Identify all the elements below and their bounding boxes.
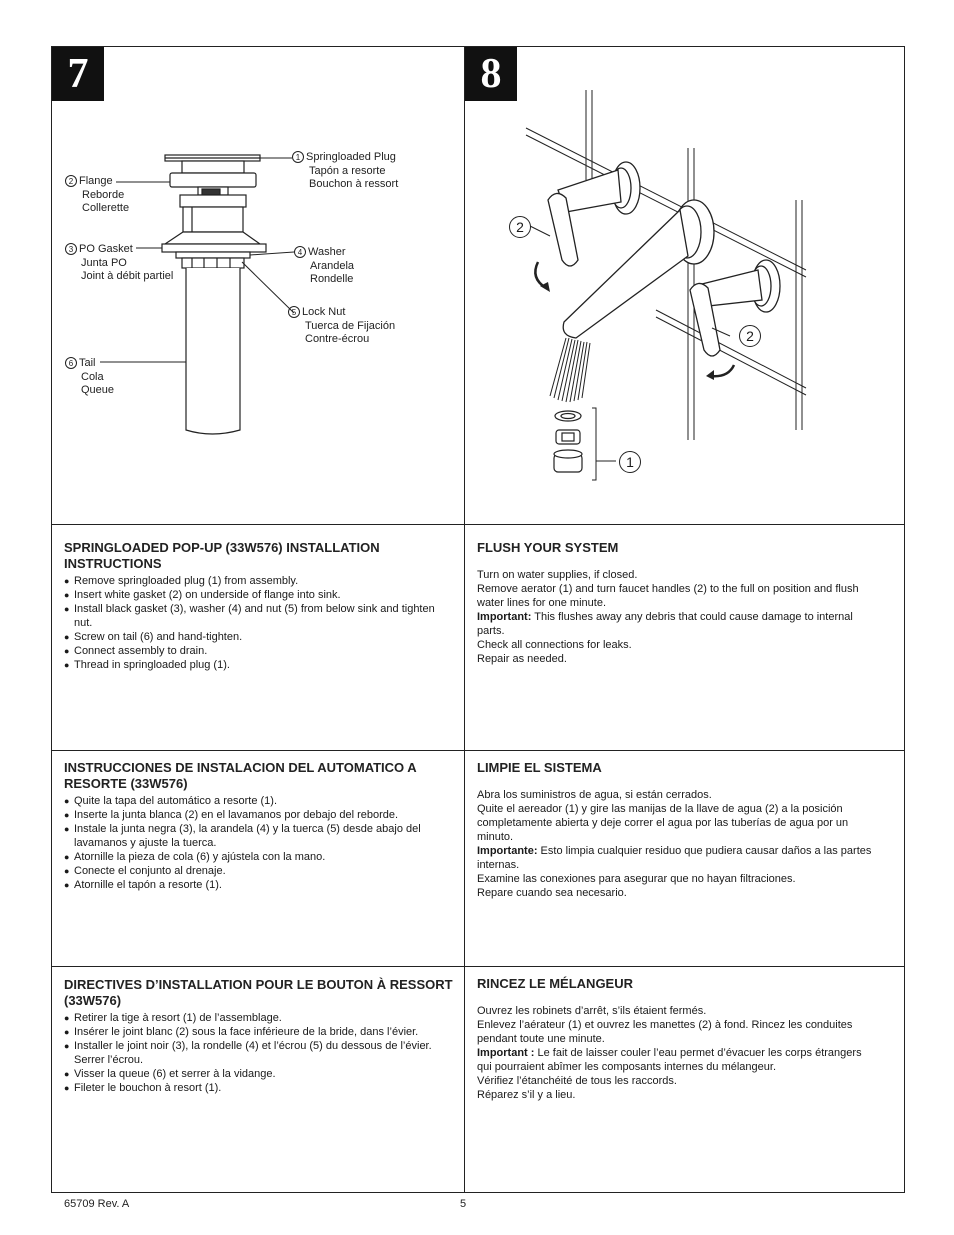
row-divider <box>51 966 905 967</box>
list-item: ● Screw on tail (6) and hand-tighten. <box>64 630 454 644</box>
instruction-list <box>64 574 454 672</box>
instruction-list <box>64 794 454 892</box>
paragraph: Abra los suministros de agua, si están cerrados. <box>477 789 712 801</box>
paragraph: Remove aerator (1) and turn faucet handles (2) to the full on position and flush water lines for one minute. <box>477 583 859 609</box>
paragraph: Repare cuando sea necesario. <box>477 887 627 899</box>
list-item: ● Conecte el conjunto al drenaje. <box>64 864 454 878</box>
callout-handle-right: 2 <box>739 325 761 347</box>
list-item: ● Retirer la tige à resort (1) de l’assemblage. <box>64 1011 459 1025</box>
english-flush-instructions <box>477 540 877 666</box>
callout-tail: 6 Tail Cola Queue <box>65 357 114 398</box>
list-item: ● Thread in springloaded plug (1). <box>64 658 454 672</box>
paragraph: Check all connections for leaks. <box>477 639 632 651</box>
callout-handle-left: 2 <box>509 216 531 238</box>
paragraph: Repair as needed. <box>477 653 567 665</box>
section-title: INSTRUCCIONES DE INSTALACION DEL AUTOMATICO A RESORTE (33W576) <box>64 760 417 791</box>
list-item: ● Atornille la pieza de cola (6) y ajústela con la mano. <box>64 850 454 864</box>
spanish-flush-instructions <box>477 760 877 900</box>
callout-springloaded-plug: 1 Springloaded Plug Tapón a resorte Bouchon à ressort <box>292 151 398 192</box>
step-7-badge: 7 <box>52 47 104 101</box>
section-title: SPRINGLOADED POP-UP (33W576) INSTALLATION INSTRUCTIONS <box>64 540 380 571</box>
section-title: LIMPIE EL SISTEMA <box>477 760 602 775</box>
paragraph: Importante: Esto limpia cualquier residuo que pudiera causar daños a las partes internas. <box>477 845 872 871</box>
page-number: 5 <box>460 1198 467 1210</box>
list-item: ● Installer le joint noir (3), la rondelle (4) et l’écrou (5) du dessous de l’évier. Serrer l’écrou. <box>64 1039 459 1067</box>
important-label: Important : <box>477 1047 535 1059</box>
callout-washer: 4 Washer Arandela Rondelle <box>294 246 354 287</box>
list-item: ● Connect assembly to drain. <box>64 644 454 658</box>
callout-lock-nut: 5 Lock Nut Tuerca de Fijación Contre-écrou <box>288 306 395 347</box>
row-divider <box>51 524 905 525</box>
important-label: Importante: <box>477 845 538 857</box>
row-divider <box>51 750 905 751</box>
section-title: RINCEZ LE MÉLANGEUR <box>477 976 633 991</box>
paragraph: Important : Le fait de laisser couler l’eau permet d’évacuer les corps étrangers qui pourraient abîmer les composants internes du mélangeur. <box>477 1047 862 1073</box>
list-item: ● Atornille el tapón a resorte (1). <box>64 878 454 892</box>
list-item: ● Fileter le bouchon à resort (1). <box>64 1081 459 1095</box>
english-install-instructions <box>64 540 454 672</box>
section-title: DIRECTIVES D’INSTALLATION POUR LE BOUTON À RESSORT (33W576) <box>64 977 453 1008</box>
paragraph: Examine las conexiones para asegurar que no hayan filtraciones. <box>477 873 796 885</box>
list-item: ● Quite la tapa del automático a resorte (1). <box>64 794 454 808</box>
callout-flange: 2 Flange Reborde Collerette <box>65 175 129 216</box>
document-number: 65709 Rev. A <box>64 1198 130 1210</box>
paragraph: Vérifiez l’étanchéité de tous les raccords. <box>477 1075 677 1087</box>
important-label: Important: <box>477 611 532 623</box>
list-item: ● Insérer le joint blanc (2) sous la face inférieure de la bride, dans l’évier. <box>64 1025 459 1039</box>
list-item: ● Install black gasket (3), washer (4) and nut (5) from below sink and tighten nut. <box>64 602 454 630</box>
french-flush-instructions <box>477 976 877 1102</box>
french-install-instructions <box>64 977 459 1095</box>
paragraph: Important: This flushes away any debris that could cause damage to internal parts. <box>477 611 853 637</box>
step-8-badge: 8 <box>465 47 517 101</box>
paragraph: Ouvrez les robinets d’arrêt, s’ils étaient fermés. <box>477 1005 707 1017</box>
callout-aerator: 1 <box>619 451 641 473</box>
instruction-list <box>64 1011 459 1095</box>
list-item: ● Inserte la junta blanca (2) en el lavamanos por debajo del reborde. <box>64 808 454 822</box>
paragraph: Réparez s’il y a lieu. <box>477 1089 576 1101</box>
list-item: ● Visser la queue (6) et serrer à la vidange. <box>64 1067 459 1081</box>
paragraph: Quite el aereador (1) y gire las manijas de la llave de agua (2) a la posición completamente abierta y deje correr el agua por las tuberías de agua por un minuto. <box>477 803 849 843</box>
callout-po-gasket: 3 PO Gasket Junta PO Joint à débit partiel <box>65 243 173 284</box>
list-item: ● Insert white gasket (2) on underside of flange into sink. <box>64 588 454 602</box>
spanish-install-instructions <box>64 760 454 892</box>
paragraph: Enlevez l’aérateur (1) et ouvrez les manettes (2) à fond. Rincez les conduites pendant toute une minute. <box>477 1019 853 1045</box>
drain-assembly-illustration <box>52 100 462 520</box>
column-divider <box>464 46 465 1193</box>
list-item: ● Remove springloaded plug (1) from assembly. <box>64 574 454 588</box>
section-title: FLUSH YOUR SYSTEM <box>477 540 619 555</box>
faucet-flush-illustration <box>466 60 902 500</box>
paragraph: Turn on water supplies, if closed. <box>477 569 638 581</box>
list-item: ● Instale la junta negra (3), la arandela (4) y la tuerca (5) desde abajo del lavamanos y ajuste la tuerca. <box>64 822 454 850</box>
